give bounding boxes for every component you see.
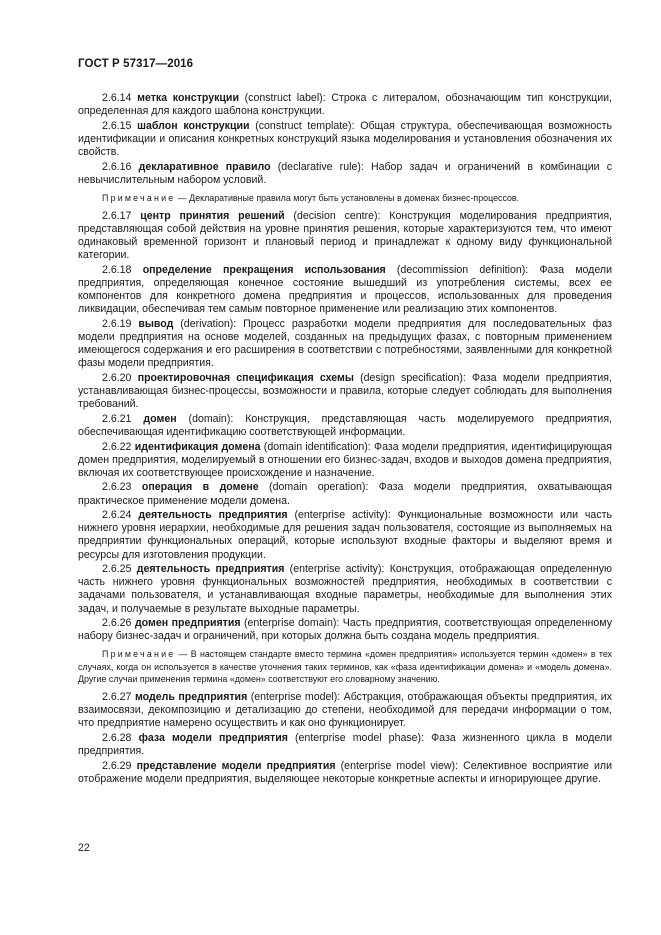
term-entry: 2.6.29 представление модели предприятия (enterprise model view): Селективное восприятие или отображение модели предприятия, выделяющее некоторые конкретные аспекты и игнорирующее другие. — [78, 759, 612, 785]
page-number: 22 — [78, 842, 90, 854]
term-entry: 2.6.28 фаза модели предприятия (enterprise model phase): Фаза жизненного цикла в модели предприятия. — [78, 731, 613, 757]
term-entry: 2.6.25 деятельность предприятия (enterprise activity): Конструкция, отображающая определенную часть нижнего уровня функциональных возможностей предприятия, необходимых в соответствии с задачами пользователя, и устанавливающая входные параметры, необходимые для выполнения этих задач, и получаемые в результате выходные параметры. — [78, 563, 612, 615]
note: Примечание — В настоящем стандарте вместо термина «домен предприятия» используется термин «домен» в тех случаях, когда он используется в качестве уточнения таких терминов, как «фаза идентификации домена» и «модель домена». Другие случаи применения термина «домен» соответствуют его словарному значению. — [78, 649, 612, 684]
term-entry: 2.6.18 определение прекращения использования (decommission definition): Фаза модели предприятия, определяющая конечное состояние вышедший из употребления системы, всех ее компонентов для конкретного домена предприятия и процессов, использованных для проведения ликвидации, обеспечивая тем самым повторное применение или реализацию этих компонентов. — [78, 264, 612, 316]
term-entry: 2.6.20 проектировочная спецификация схемы (design specification): Фаза модели предприятия, устанавливающая бизнес-процессы, возможности и правила, которые следует соблюдать для выполнения требований. — [78, 371, 612, 411]
term-entry: 2.6.17 центр принятия решений (decision centre): Конструкция моделирования предприятия, представляющая собой действия на уровне принятия решения, которые характеризуются тем, что имеют одинаковый временной горизонт и плановый период и принадлежат к одному виду функциональной категории. — [78, 210, 612, 262]
term-entry: 2.6.19 вывод (derivation): Процесс разработки модели предприятия для последовательных фаз модели предприятия на основе моделей, созданных на предыдущих фазах, с повторным применением имеющегося содержания и его расширения в соответствии с потребностями, заявленными для конкретной фазы модели предприятия. — [78, 317, 612, 370]
term-entry: 2.6.23 операция в домене (domain operation): Фаза модели предприятия, охватывающая практическое применение модели домена. — [78, 481, 612, 507]
note: Примечание — Декларативные правила могут быть установлены в доменах бизнес-процессов. — [102, 192, 520, 203]
document-body — [78, 92, 612, 786]
term-entry: 2.6.24 деятельность предприятия (enterprise activity): Функциональные возможности или часть нижнего уровня иерархии, необходимые для решения задач пользователя, состоящие из выполняемых на предприятии функциональных операций, которые используют входные факторы и выделяют время и ресурсы для изготовления продукции. — [78, 509, 612, 561]
term-entry: 2.6.15 шаблон конструкции (construct template): Общая структура, обеспечивающая возможность идентификации и описания конкретных конструкций языка моделирования и установления обозначения их свойств. — [78, 119, 612, 158]
term-entry: 2.6.26 домен предприятия (enterprise domain): Часть предприятия, соответствующая определенному набору бизнес-задач и ограничений, при которых должна быть создана модель предприятия. — [78, 617, 612, 643]
term-entry: 2.6.16 декларативное правило (declarative rule): Набор задач и ограничений в комбинации с невычислительным набором условий. — [78, 160, 612, 186]
term-entry: 2.6.21 домен (domain): Конструкция, представляющая часть моделируемого предприятия, обеспечивающая идентификацию соответствующей информации. — [78, 412, 612, 438]
term-entry: 2.6.27 модель предприятия (enterprise model): Абстракция, отображающая объекты предприятия, их взаимосвязи, декомпозицию и детализацию до степени, необходимой для передачи информации о том, что предприятие намерено осуществить и как оно функционирует. — [78, 691, 613, 730]
document-header: ГОСТ Р 57317—2016 — [78, 58, 194, 70]
term-entry: 2.6.14 метка конструкции (construct label): Строка с литералом, обозначающим тип конструкции, определенная для каждого шаблона конструкции. — [78, 92, 612, 118]
term-entry: 2.6.22 идентификация домена (domain identification): Фаза модели предприятия, идентифицирующая домен предприятия, моделируемый в отношении его бизнес-задач, входов и выходов домена предприятия, включая их соответствующее происхождение и назначение. — [78, 440, 612, 479]
